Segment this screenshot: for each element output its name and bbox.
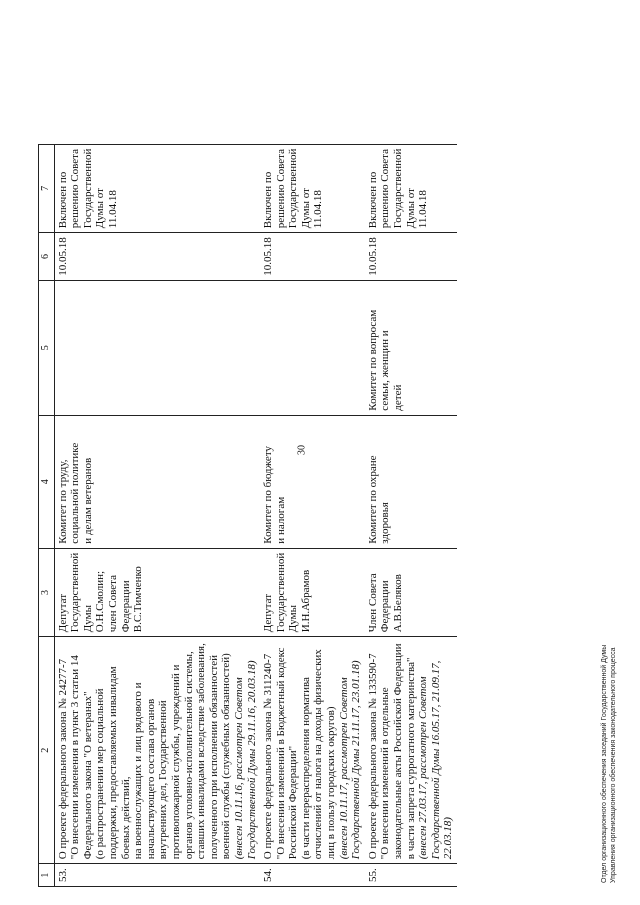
inclusion-decision [260, 144, 365, 233]
review-date: 10.05.18 [365, 233, 457, 281]
bill-title-line: отчислений от налога на доходы физических [312, 649, 325, 860]
bill-author [260, 548, 365, 637]
bill-title-line: "О внесении изменений в Бюджетный кодекс [274, 647, 287, 860]
author-line: Депутат [262, 593, 275, 633]
author-line: член Совета [106, 575, 119, 633]
bill-author [54, 548, 260, 637]
responsible-committee [260, 415, 365, 548]
bill-history-note: (внесен 10.11.16, рассмотрен Советом [232, 677, 245, 860]
committee-line: Комитет по бюджету [262, 446, 275, 544]
bill-title-line: "О внесении изменений в отдельные [379, 687, 392, 860]
bill-history-note: Государственной Думы 21.11.17, 23.01.18) [350, 660, 363, 860]
bill-title-line: полученного при исполнении обязанностей [207, 655, 220, 860]
bill-title-line: начальствующего состава органов [144, 698, 157, 860]
co-committee [54, 280, 260, 415]
decision-line: Думы от 11.04.18 [94, 188, 119, 229]
bill-history-note: (внесен 27.03.17, рассмотрен Советом [417, 676, 430, 860]
co-committee [365, 280, 457, 415]
bill-history-note: Государственной Думы 29.11.16, 20.03.18) [245, 660, 258, 860]
bill-title-line: боевых действий, [119, 776, 132, 860]
committee-line: здоровья [379, 502, 392, 544]
agenda-row [260, 144, 365, 886]
decision-line: Государственной [287, 148, 300, 229]
co-committee-line: Комитет по вопросам [366, 309, 379, 411]
column-number: 4 [39, 415, 55, 548]
decision-line: Государственной [81, 148, 94, 229]
item-number: 54. [260, 864, 365, 887]
decision-line: решению Совета [379, 149, 392, 229]
bill-title-line: (о распространении мер социальной [94, 688, 107, 860]
co-committee-line: детей [392, 384, 405, 411]
bill-title-line: Российской Федерации" [287, 745, 300, 860]
column-number: 5 [39, 280, 55, 415]
item-number: 55. [365, 864, 457, 887]
decision-line: Включен по [56, 171, 69, 229]
bill-title-line: в части запрета суррогатного материнства" [404, 657, 417, 860]
committee-line: социальной политике [69, 442, 82, 544]
decision-line: Думы от 11.04.18 [299, 188, 325, 229]
bill-history-note: 22.03.18) [442, 817, 455, 860]
bill-title [260, 637, 365, 864]
bill-title-line: О проекте федерального закона № 311240-7 [262, 653, 275, 860]
column-number: 6 [39, 233, 55, 281]
bill-history-note: (внесен 10.11.17, рассмотрен Советом [337, 677, 350, 860]
bill-title-line: лиц в пользу городских округов) [325, 706, 338, 860]
column-number: 7 [39, 144, 55, 233]
column-number: 3 [39, 548, 55, 637]
agenda-table [38, 144, 457, 887]
responsible-committee [365, 415, 457, 548]
bill-title-line: "О внесении изменения в пункт 3 статьи 14 [69, 655, 82, 860]
author-line: В.С.Тимченко [132, 566, 145, 633]
footer-line: Отдел организационного обеспечения заседаний Государственной Думы [601, 644, 608, 883]
decision-line: Включен по [262, 171, 275, 229]
author-line: А.В.Беляков [392, 574, 405, 633]
committee-line: и делам ветеранов [81, 457, 94, 544]
bill-title-line: законодательные акты Российской Федерации [392, 643, 405, 860]
bill-title-line: внутренних дел, Государственной [157, 700, 170, 860]
review-date: 10.05.18 [260, 233, 365, 281]
bill-title [365, 637, 457, 864]
co-committee [260, 280, 365, 415]
author-line: И.Н.Абрамов [299, 569, 312, 633]
bill-title [54, 637, 260, 864]
bill-title-line: на военнослужащих и лиц рядового и [132, 682, 145, 860]
agenda-row [365, 144, 457, 886]
committee-line: Комитет по охране [366, 455, 379, 544]
decision-line: Включен по [366, 171, 379, 229]
decision-line: Государственной [392, 148, 405, 229]
author-line: Государственной [69, 552, 82, 633]
decision-line: решению Совета [69, 149, 82, 229]
committee-line: Комитет по труду, [56, 459, 69, 544]
column-number: 1 [39, 864, 55, 887]
decision-line: Думы от 11.04.18 [404, 188, 430, 229]
bill-author [365, 548, 457, 637]
co-committee-line: семьи, женщин и [379, 330, 392, 411]
review-date: 10.05.18 [54, 233, 260, 281]
author-line: Федерации [119, 580, 132, 633]
bill-title-line: Федерального закона "О ветеранах" [81, 691, 94, 860]
item-number: 53. [54, 864, 260, 887]
bill-title-line: противопожарной службы, учреждений и [169, 664, 182, 860]
author-line: Думы [81, 605, 94, 633]
bill-title-line: (в части перераспределения норматива [299, 677, 312, 860]
decision-line: решению Совета [274, 149, 287, 229]
inclusion-decision [365, 144, 457, 233]
author-line: Думы [287, 605, 300, 633]
bill-title-line: военной службы (служебных обязанностей) [220, 653, 233, 860]
committee-line: и налогам [274, 496, 287, 544]
footer-line: Управления организационного обеспечения законодательного процесса [610, 647, 617, 883]
footer-note [600, 645, 618, 883]
author-line: О.Н.Смолин; [94, 570, 107, 633]
bill-title-line: органов уголовно-исполнительной системы, [182, 651, 195, 860]
bill-history-note: Государственной Думы 16.05.17, 21.09.17, [429, 660, 442, 860]
bill-title-line: О проекте федерального закона № 24277-7 [56, 658, 69, 860]
author-line: Депутат [56, 593, 69, 633]
responsible-committee [54, 415, 260, 548]
bill-title-line: поддержки, предоставляемых инвалидам [106, 666, 119, 860]
column-number: 2 [39, 637, 55, 864]
page-number: 30 [296, 445, 308, 455]
column-number-header [39, 144, 55, 886]
bill-title-line: О проекте федерального закона № 133590-7 [366, 653, 379, 860]
author-line: Федерации [379, 580, 392, 633]
author-line: Член Совета [366, 573, 379, 633]
author-line: Государственной [274, 552, 287, 633]
bill-title-line: ставших инвалидами вследствие заболевания, [195, 643, 208, 860]
inclusion-decision [54, 144, 260, 233]
agenda-row [54, 144, 260, 886]
